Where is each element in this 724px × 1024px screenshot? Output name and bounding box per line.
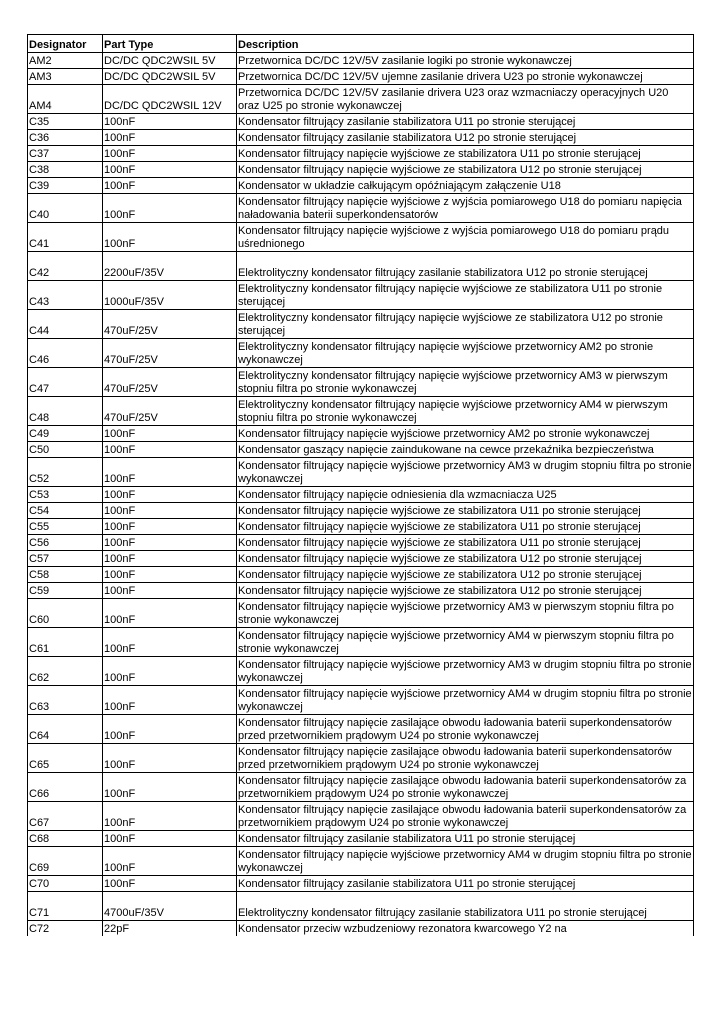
table-row — [28, 892, 694, 921]
cell-description: Kondensator filtrujący napięcie wyjściowe przetwornicy AM3 w drugim stopniu filtra po stronie wykonawczej — [237, 458, 694, 487]
cell-designator: C72 — [28, 921, 103, 937]
cell-description: Kondensator filtrujący napięcie wyjściowe z wyjścia pomiarowego U18 do pomiaru prądu uśrednionego — [237, 223, 694, 252]
cell-designator: C71 — [28, 892, 103, 921]
cell-description: Kondensator filtrujący napięcie wyjściowe przetwornicy AM4 w drugim stopniu filtra po stronie wykonawczej — [237, 686, 694, 715]
cell-part-type: 4700uF/35V — [103, 892, 237, 921]
table-row — [28, 551, 694, 567]
cell-part-type: 100nF — [103, 519, 237, 535]
cell-description: Przetwornica DC/DC 12V/5V ujemne zasilanie drivera U23 po stronie wykonawczej — [237, 69, 694, 85]
cell-part-type: 2200uF/35V — [103, 252, 237, 281]
cell-part-type: DC/DC QDC2WSIL 12V — [103, 85, 237, 114]
cell-designator: C47 — [28, 368, 103, 397]
cell-part-type: 100nF — [103, 487, 237, 503]
cell-designator: C54 — [28, 503, 103, 519]
cell-designator: C39 — [28, 178, 103, 194]
cell-designator: C57 — [28, 551, 103, 567]
cell-part-type: 100nF — [103, 715, 237, 744]
table-row — [28, 85, 694, 114]
table-row — [28, 487, 694, 503]
header-part-type: Part Type — [103, 35, 237, 53]
cell-description: Przetwornica DC/DC 12V/5V zasilanie logiki po stronie wykonawczej — [237, 53, 694, 69]
cell-designator: C59 — [28, 583, 103, 599]
table-row — [28, 223, 694, 252]
header-description: Description — [237, 35, 694, 53]
cell-designator: C46 — [28, 339, 103, 368]
cell-part-type: 100nF — [103, 223, 237, 252]
cell-part-type: 100nF — [103, 628, 237, 657]
cell-description: Kondensator filtrujący napięcie wyjściowe przetwornicy AM3 w drugim stopniu filtra po stronie wykonawczej — [237, 657, 694, 686]
cell-part-type: DC/DC QDC2WSIL 5V — [103, 53, 237, 69]
cell-part-type: 100nF — [103, 876, 237, 892]
table-row — [28, 773, 694, 802]
table-row — [28, 194, 694, 223]
cell-designator: C69 — [28, 847, 103, 876]
cell-description: Elektrolityczny kondensator filtrujący napięcie wyjściowe przetwornicy AM3 w pierwszym stopniu filtra po stronie wykonawczej — [237, 368, 694, 397]
cell-description: Kondensator filtrujący napięcie wyjściowe ze stabilizatora U12 po stronie sterującej — [237, 583, 694, 599]
cell-designator: C36 — [28, 130, 103, 146]
cell-designator: C50 — [28, 442, 103, 458]
cell-designator: C65 — [28, 744, 103, 773]
cell-description: Kondensator filtrujący zasilanie stabilizatora U12 po stronie sterującej — [237, 130, 694, 146]
table-row — [28, 442, 694, 458]
cell-part-type: 470uF/25V — [103, 310, 237, 339]
cell-designator: AM3 — [28, 69, 103, 85]
cell-description: Kondensator gaszący napięcie zaindukowane na cewce przekaźnika bezpieczeństwa — [237, 442, 694, 458]
table-row — [28, 339, 694, 368]
cell-part-type: 100nF — [103, 802, 237, 831]
table-header-row — [28, 35, 694, 53]
cell-part-type: 100nF — [103, 831, 237, 847]
cell-part-type: 100nF — [103, 130, 237, 146]
cell-part-type: 100nF — [103, 503, 237, 519]
table-row — [28, 178, 694, 194]
cell-part-type: 100nF — [103, 442, 237, 458]
cell-description: Elektrolityczny kondensator filtrujący zasilanie stabilizatora U12 po stronie sterującej — [237, 252, 694, 281]
cell-designator: C61 — [28, 628, 103, 657]
cell-description: Kondensator filtrujący zasilanie stabilizatora U11 po stronie sterującej — [237, 876, 694, 892]
cell-description: Elektrolityczny kondensator filtrujący napięcie wyjściowe ze stabilizatora U11 po stronie sterującej — [237, 281, 694, 310]
table-row — [28, 130, 694, 146]
table-row — [28, 310, 694, 339]
table-row — [28, 831, 694, 847]
cell-description: Elektrolityczny kondensator filtrujący napięcie wyjściowe przetwornicy AM2 po stronie wykonawczej — [237, 339, 694, 368]
cell-part-type: 100nF — [103, 551, 237, 567]
cell-designator: C56 — [28, 535, 103, 551]
cell-designator: C35 — [28, 114, 103, 130]
cell-designator: C41 — [28, 223, 103, 252]
cell-designator: C67 — [28, 802, 103, 831]
cell-designator: C64 — [28, 715, 103, 744]
table-row — [28, 368, 694, 397]
cell-description: Przetwornica DC/DC 12V/5V zasilanie drivera U23 oraz wzmacniaczy operacyjnych U20 oraz U25 po stronie wykonawczej — [237, 85, 694, 114]
cell-designator: C42 — [28, 252, 103, 281]
cell-part-type: 100nF — [103, 146, 237, 162]
cell-description: Kondensator filtrujący zasilanie stabilizatora U11 po stronie sterującej — [237, 114, 694, 130]
table-row — [28, 802, 694, 831]
cell-description: Kondensator filtrujący napięcie zasilające obwodu ładowania baterii superkondensatorów za przetwornikiem prądowym U24 po stronie wykonawczej — [237, 802, 694, 831]
cell-part-type: 100nF — [103, 773, 237, 802]
cell-part-type: 100nF — [103, 162, 237, 178]
cell-designator: C63 — [28, 686, 103, 715]
cell-part-type: 100nF — [103, 458, 237, 487]
table-row — [28, 397, 694, 426]
cell-designator: C55 — [28, 519, 103, 535]
table-row — [28, 744, 694, 773]
cell-part-type: 100nF — [103, 535, 237, 551]
cell-description: Kondensator filtrujący napięcie wyjściowe przetwornicy AM3 w pierwszym stopniu filtra po stronie wykonawczej — [237, 599, 694, 628]
table-row — [28, 567, 694, 583]
cell-part-type: 100nF — [103, 744, 237, 773]
cell-description: Kondensator filtrujący napięcie wyjściowe z wyjścia pomiarowego U18 do pomiaru napięcia naładowania baterii superkondensatorów — [237, 194, 694, 223]
cell-designator: C52 — [28, 458, 103, 487]
cell-description: Kondensator filtrujący napięcie wyjściowe przetwornicy AM4 w pierwszym stopniu filtra po stronie wykonawczej — [237, 628, 694, 657]
table-row — [28, 252, 694, 281]
cell-designator: C70 — [28, 876, 103, 892]
cell-description: Kondensator filtrujący napięcie wyjściowe ze stabilizatora U12 po stronie sterującej — [237, 567, 694, 583]
cell-part-type: 100nF — [103, 599, 237, 628]
cell-designator: C62 — [28, 657, 103, 686]
cell-designator: C53 — [28, 487, 103, 503]
table-row — [28, 281, 694, 310]
table-row — [28, 686, 694, 715]
cell-part-type: 100nF — [103, 583, 237, 599]
table-row — [28, 53, 694, 69]
cell-designator: C49 — [28, 426, 103, 442]
cell-designator: AM2 — [28, 53, 103, 69]
cell-description: Elektrolityczny kondensator filtrujący napięcie wyjściowe ze stabilizatora U12 po stronie sterującej — [237, 310, 694, 339]
table-row — [28, 921, 694, 937]
cell-description: Kondensator filtrujący napięcie wyjściowe ze stabilizatora U11 po stronie sterującej — [237, 146, 694, 162]
cell-designator: C58 — [28, 567, 103, 583]
cell-part-type: 100nF — [103, 194, 237, 223]
table-row — [28, 458, 694, 487]
cell-designator: C38 — [28, 162, 103, 178]
cell-designator: C37 — [28, 146, 103, 162]
table-row — [28, 628, 694, 657]
cell-part-type: 100nF — [103, 178, 237, 194]
cell-designator: AM4 — [28, 85, 103, 114]
cell-description: Elektrolityczny kondensator filtrujący zasilanie stabilizatora U11 po stronie sterującej — [237, 892, 694, 921]
table-row — [28, 599, 694, 628]
cell-description: Kondensator przeciw wzbudzeniowy rezonatora kwarcowego Y2 na — [237, 921, 694, 937]
cell-designator: C44 — [28, 310, 103, 339]
table-row — [28, 519, 694, 535]
cell-description: Kondensator filtrujący napięcie zasilające obwodu ładowania baterii superkondensatorów przed przetwornikiem prądowym U24 po stronie wykonawczej — [237, 715, 694, 744]
cell-description: Kondensator filtrujący napięcie wyjściowe ze stabilizatora U12 po stronie sterującej — [237, 551, 694, 567]
cell-description: Kondensator w układzie całkującym opóźniającym załączenie U18 — [237, 178, 694, 194]
cell-description: Kondensator filtrujący napięcie wyjściowe przetwornicy AM2 po stronie wykonawczej — [237, 426, 694, 442]
header-designator: Designator — [28, 35, 103, 53]
cell-description: Kondensator filtrujący napięcie odniesienia dla wzmacniacza U25 — [237, 487, 694, 503]
table-row — [28, 583, 694, 599]
bom-table — [27, 34, 694, 936]
table-row — [28, 426, 694, 442]
cell-description: Kondensator filtrujący napięcie zasilające obwodu ładowania baterii superkondensatorów za przetwornikiem prądowym U24 po stronie wykonawczej — [237, 773, 694, 802]
cell-designator: C66 — [28, 773, 103, 802]
cell-part-type: 470uF/25V — [103, 397, 237, 426]
cell-part-type: 470uF/25V — [103, 339, 237, 368]
table-row — [28, 657, 694, 686]
table-row — [28, 876, 694, 892]
cell-designator: C40 — [28, 194, 103, 223]
table-row — [28, 114, 694, 130]
table-row — [28, 162, 694, 178]
cell-part-type: 100nF — [103, 847, 237, 876]
table-row — [28, 69, 694, 85]
cell-description: Elektrolityczny kondensator filtrujący napięcie wyjściowe przetwornicy AM4 w pierwszym stopniu filtra po stronie wykonawczej — [237, 397, 694, 426]
table-row — [28, 715, 694, 744]
cell-part-type: 100nF — [103, 686, 237, 715]
cell-part-type: 100nF — [103, 114, 237, 130]
cell-description: Kondensator filtrujący napięcie wyjściowe ze stabilizatora U12 po stronie sterującej — [237, 162, 694, 178]
cell-description: Kondensator filtrujący napięcie wyjściowe ze stabilizatora U11 po stronie sterującej — [237, 503, 694, 519]
cell-description: Kondensator filtrujący napięcie zasilające obwodu ładowania baterii superkondensatorów przed przetwornikiem prądowym U24 po stronie wykonawczej — [237, 744, 694, 773]
table-row — [28, 847, 694, 876]
cell-part-type: 100nF — [103, 426, 237, 442]
cell-designator: C48 — [28, 397, 103, 426]
cell-part-type: 1000uF/35V — [103, 281, 237, 310]
cell-description: Kondensator filtrujący zasilanie stabilizatora U11 po stronie sterującej — [237, 831, 694, 847]
cell-part-type: 22pF — [103, 921, 237, 937]
cell-description: Kondensator filtrujący napięcie wyjściowe ze stabilizatora U11 po stronie sterującej — [237, 535, 694, 551]
cell-part-type: 470uF/25V — [103, 368, 237, 397]
table-row — [28, 146, 694, 162]
cell-designator: C60 — [28, 599, 103, 628]
cell-designator: C43 — [28, 281, 103, 310]
cell-designator: C68 — [28, 831, 103, 847]
cell-part-type: DC/DC QDC2WSIL 5V — [103, 69, 237, 85]
cell-description: Kondensator filtrujący napięcie wyjściowe przetwornicy AM4 w drugim stopniu filtra po stronie wykonawczej — [237, 847, 694, 876]
cell-part-type: 100nF — [103, 657, 237, 686]
table-row — [28, 503, 694, 519]
table-row — [28, 535, 694, 551]
table-body — [28, 53, 694, 937]
cell-part-type: 100nF — [103, 567, 237, 583]
cell-description: Kondensator filtrujący napięcie wyjściowe ze stabilizatora U11 po stronie sterującej — [237, 519, 694, 535]
